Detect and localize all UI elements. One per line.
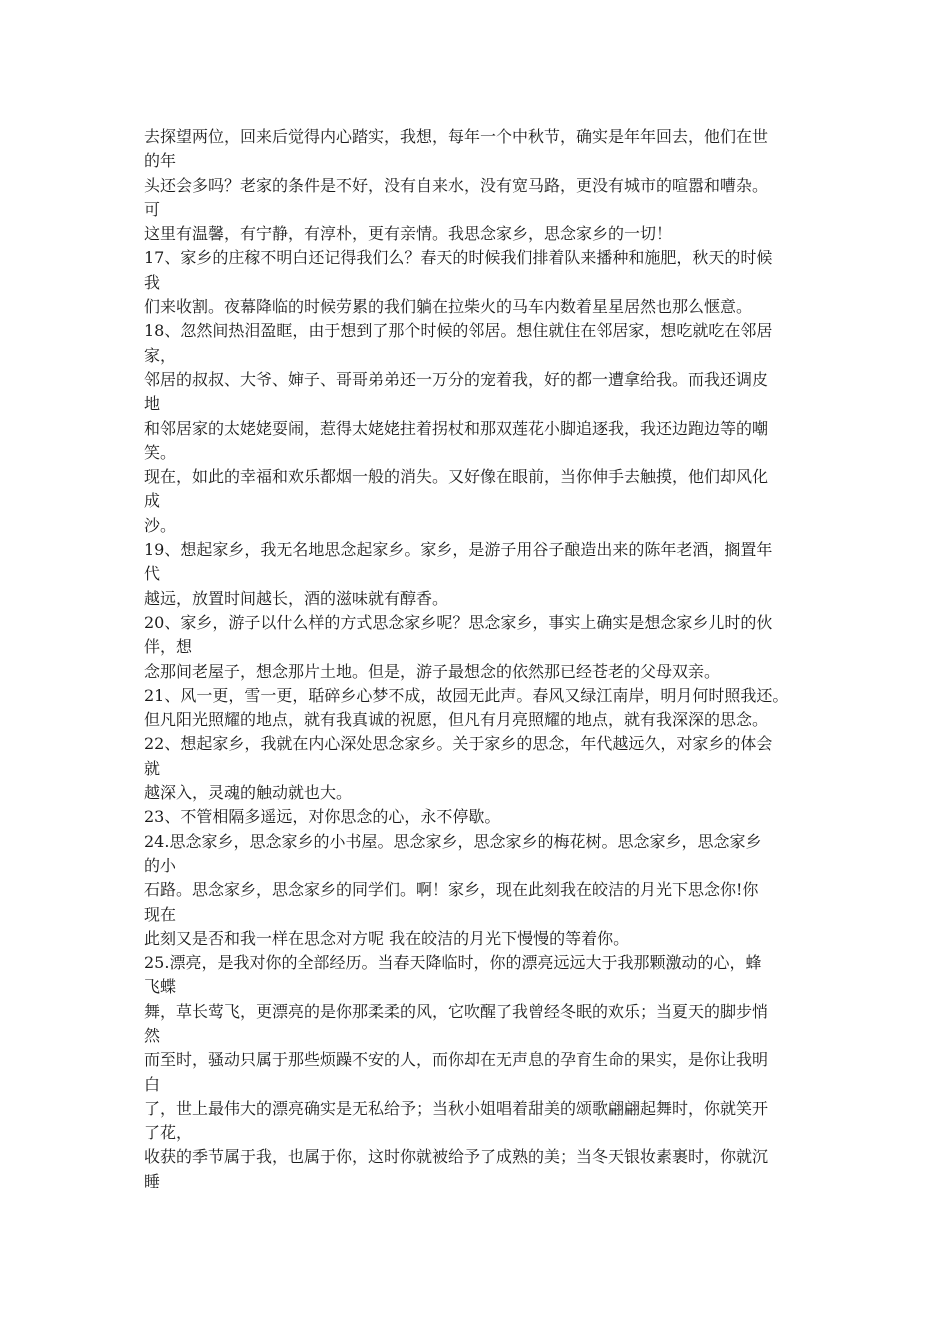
document-body [144,125,834,1194]
text-line: 我 [144,272,161,292]
text-line: 21、风一更，雪一更，聒碎乡心梦不成，故园无此声。春风又绿江南岸，明月何时照我还。 [144,685,789,705]
text-line: 沙。 [144,515,177,535]
text-line: 此刻又是否和我一样在思念对方呢 我在皎洁的月光下慢慢的等着你。 [144,928,630,948]
text-line: 22、想起家乡，我就在内心深处思念家乡。关于家乡的思念，年代越远久，对家乡的体会 [144,734,773,754]
text-line: 们来收割。夜幕降临的时候劳累的我们躺在拉柴火的马车内数着星星居然也那么惬意。 [144,297,753,317]
text-line: 越远，放置时间越长，酒的滋味就有醇香。 [144,588,449,608]
text-line: 25.漂亮，是我对你的全部经历。当春天降临时，你的漂亮远远大于我那颗激动的心，蜂 [144,953,762,973]
text-line: 20、家乡，游子以什么样的方式思念家乡呢？思念家乡，事实上确实是想念家乡儿时的伙 [144,612,773,632]
text-line: 越深入，灵魂的触动就也大。 [144,783,353,803]
text-line: 但凡阳光照耀的地点，就有我真诚的祝愿，但凡有月亮照耀的地点，就有我深深的思念。 [144,710,769,730]
text-line: 而至时，骚动只属于那些烦躁不安的人，而你却在无声息的孕育生命的果实，是你让我明 [144,1050,769,1070]
text-line: 可 [144,199,161,219]
text-line: 然 [144,1025,161,1045]
text-line: 伴，想 [144,637,193,657]
text-line: 家， [144,345,177,365]
text-line: 睡 [144,1171,161,1191]
text-line: 收获的季节属于我，也属于你，这时你就被给予了成熟的美；当冬天银妆素裹时，你就沉 [144,1147,769,1167]
text-line: 头还会多吗？老家的条件是不好，没有自来水，没有宽马路，更没有城市的喧嚣和嘈杂。 [144,175,769,195]
text-line: 23、不管相隔多遥远，对你思念的心，永不停歇。 [144,807,501,827]
text-line: 飞蝶 [144,977,177,997]
text-line: 邻居的叔叔、大爷、婶子、哥哥弟弟还一万分的宠着我，好的都一遭拿给我。而我还调皮 [144,369,769,389]
text-line: 地 [144,394,161,414]
text-line: 成 [144,491,161,511]
text-line: 了花， [144,1123,193,1143]
text-line: 这里有温馨，有宁静，有淳朴，更有亲情。我思念家乡，思念家乡的一切！ [144,224,673,244]
text-line: 去探望两位，回来后觉得内心踏实，我想，每年一个中秋节，确实是年年回去，他们在世 [144,127,769,146]
text-line: 的年 [144,151,177,171]
text-line: 白 [144,1074,161,1094]
text-line: 和邻居家的太姥姥耍闹，惹得太姥姥拄着拐杖和那双莲花小脚追逐我，我还边跑边等的嘲 [144,418,769,438]
text-line: 24.思念家乡，思念家乡的小书屋。思念家乡，思念家乡的梅花树。思念家乡，思念家乡 [144,831,762,851]
text-line: 18、忽然间热泪盈眶，由于想到了那个时候的邻居。想住就住在邻居家，想吃就吃在邻居 [144,321,773,341]
text-line: 舞，草长莺飞，更漂亮的是你那柔柔的风，它吹醒了我曾经冬眠的欢乐；当夏天的脚步悄 [144,1001,769,1021]
text-line: 的小 [144,855,177,875]
text-line: 就 [144,758,161,778]
text-line: 了，世上最伟大的漂亮确实是无私给予；当秋小姐唱着甜美的颂歌翩翩起舞时，你就笑开 [144,1098,769,1118]
text-line: 17、家乡的庄稼不明白还记得我们么？春天的时候我们排着队来播种和施肥，秋天的时候 [144,248,773,268]
text-line: 代 [144,564,161,584]
text-line: 笑。 [144,442,177,462]
text-line: 现在，如此的幸福和欢乐都烟一般的消失。又好像在眼前，当你伸手去触摸，他们却风化 [144,467,769,487]
text-line: 19、想起家乡，我无名地思念起家乡。家乡，是游子用谷子酿造出来的陈年老酒，搁置年 [144,540,773,560]
text-line: 念那间老屋子，想念那片土地。但是，游子最想念的依然那已经苍老的父母双亲。 [144,661,721,681]
text-line: 现在 [144,904,177,924]
text-line: 石路。思念家乡，思念家乡的同学们。啊！家乡，现在此刻我在皎洁的月光下思念你!你 [144,880,759,900]
